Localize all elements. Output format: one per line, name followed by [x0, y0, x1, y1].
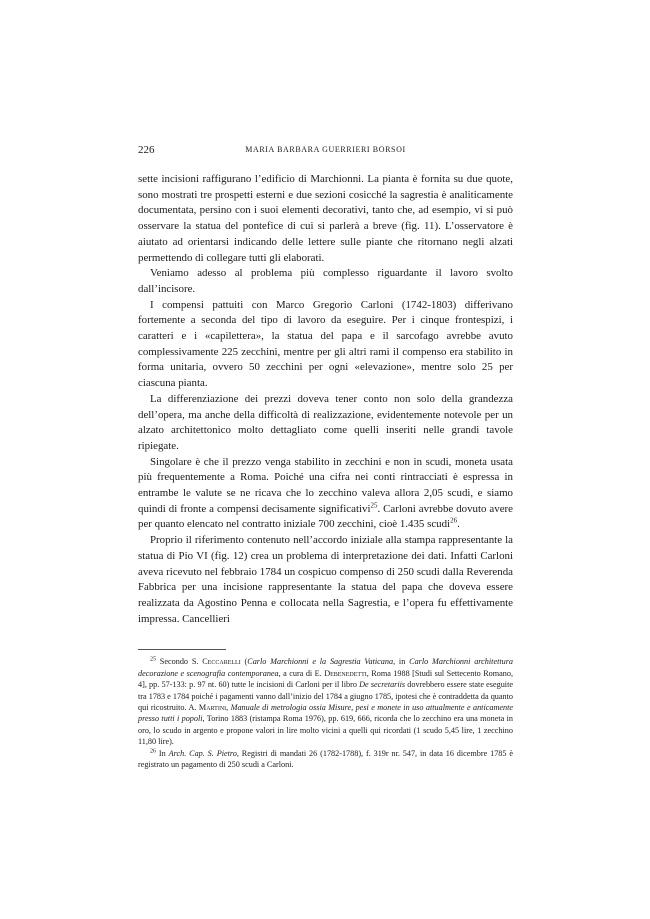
body-text	[138, 172, 513, 627]
running-title: MARIA BARBARA GUERRIERI BORSOI	[245, 145, 406, 154]
footnote-ref-26[interactable]: 26	[450, 516, 458, 525]
work-title: Carlo Marchionni architettura decorazione e scenografia contemporanea	[138, 657, 514, 678]
footnote-26	[138, 748, 513, 771]
work-title: Manuale di metrologia ossia Misure, pesi e monete in uso attualmente e anticamente presso tutti i popoli	[138, 703, 514, 724]
paragraph-1: sette incisioni raffigurano l’edificio di Marchionni. La pianta è fornita su due quote, sono mostrati tre prospetti esterni e due sezioni cosicché la sagrestia è analiticamente documentata, persino con i suoi elementi decorativi, tanto che, ad esempio, vi si può osservare la statua del pontefice di cui si parlerà a breve (fig. 11). L’osservatore è aiutato ad orientarsi indicando delle lettere sulle piante che ritornano negli alzati permettendo di collegare tutti gli elaborati.	[138, 173, 513, 264]
paragraph-5-text-c: .	[457, 518, 460, 531]
paragraph-3: I compensi pattuiti con Marco Gregorio Carloni (1742-1803) differivano fortemente a seconda del tipo di lavoro da eseguire. Per i cinque frontespizi, i caratteri e i «capilettera», la statua del papa e il sarcofago avrebbe avuto complessivamente 225 zecchini, mentre per gli altri rami il compenso era stabilito in forma unitaria, ovvero 50 zecchini per ogni «elevazione», mentre solo 25 per ciascuna pianta.	[138, 298, 513, 390]
paragraph-4: La differenziazione dei prezzi doveva tener conto non solo della grandezza dell’opera, ma anche della difficoltà di realizzazione, evidentemente notevole per un alzato architettonico molto dettagliato come quelli inseriti nelle grandi tavole ripiegate.	[138, 392, 513, 452]
paragraph-5	[138, 455, 513, 534]
footnote-text: , Roma 1988 [Studi sul Settecento Romano, 4], pp. 57-133: p. 97 nt. 60) tutte le incisioni di Carloni per il libro	[138, 668, 514, 690]
footnotes	[138, 656, 513, 770]
paragraph-5-text-a: Singolare è che il prezzo venga stabilito in zecchini e non in scudi, moneta usata più frequentemente a Roma. Poiché una cifra nei conti rintracciati è espressa in entrambe le valute se ne ricava che lo zecchino valeva allora 2,05 scudi, e siamo quindi di fronte a compensi decisamente significativi	[138, 455, 513, 515]
page-number: 226	[138, 144, 155, 156]
paragraph-5-text-b: . Carloni avrebbe dovuto avere per quanto elencato nel contratto iniziale 700 zecchini, cioè 1.435 scudi	[138, 502, 513, 531]
footnote-text: (	[240, 657, 248, 667]
footnote-text: , Torino 1883 (ristampa Roma 1976), pp. 619, 666, ricorda che lo zecchino era una moneta in oro, lo scudo in argento e propone valori in lire molto vicini a quelli qui ricordati (1 scudo 5,45 lire, 1 zecchino 11,80 lire).	[138, 714, 513, 747]
author-name: Debenedetti	[324, 668, 367, 678]
work-title: Carlo Marchionni e la Sagrestia Vaticana	[247, 657, 394, 667]
footnote-text: , a cura di E.	[278, 668, 325, 678]
footnote-text: , in	[393, 657, 410, 667]
page	[138, 138, 513, 770]
author-name: Ceccarelli	[202, 657, 241, 667]
footnote-text: Secondo S.	[156, 657, 203, 667]
work-title: De secretariis	[359, 680, 406, 690]
author-name: Martini	[198, 703, 227, 713]
running-head	[138, 138, 513, 158]
footnote-text: , Registri di mandati 26 (1782-1788), f. 319r nr. 547, in data 16 dicembre 1785 è registrato un pagamento di 250 scudi a Carloni.	[138, 748, 514, 770]
footnote-text: In	[156, 748, 169, 758]
paragraph-2: Veniamo adesso al problema più complesso riguardante il lavoro svolto dall’incisore.	[138, 267, 513, 295]
footnote-ref-25[interactable]: 25	[370, 501, 378, 510]
footnote-number: 25	[150, 656, 156, 663]
footnote-number: 26	[150, 747, 156, 754]
footnote-text: ,	[226, 703, 231, 713]
paragraph-6: Proprio il riferimento contenuto nell’accordo iniziale alla stampa rappresentante la statua di Pio VI (fig. 12) crea un problema di interpretazione dei dati. Infatti Carloni aveva ricevuto nel febbraio 1784 un cospicuo compenso di 250 scudi dalla Reverenda Fabbrica per una incisione rappresentante la statua del papa che doveva essere realizzata da Agostino Penna e collocata nella Sagrestia, e l’opera fu effettivamente impressa. Cancellieri	[138, 534, 513, 625]
footnote-divider	[138, 649, 226, 650]
archive-title: Arch. Cap. S. Pietro	[168, 748, 237, 758]
footnote-25	[138, 656, 513, 747]
footnote-text: dovrebbero essere state eseguite tra 1783 e 1784 poiché i pagamenti vanno dall’inizio del 1784 a giugno 1785, ipotesi che è contraddetta da quanto qui ricostruito. A.	[138, 680, 513, 713]
